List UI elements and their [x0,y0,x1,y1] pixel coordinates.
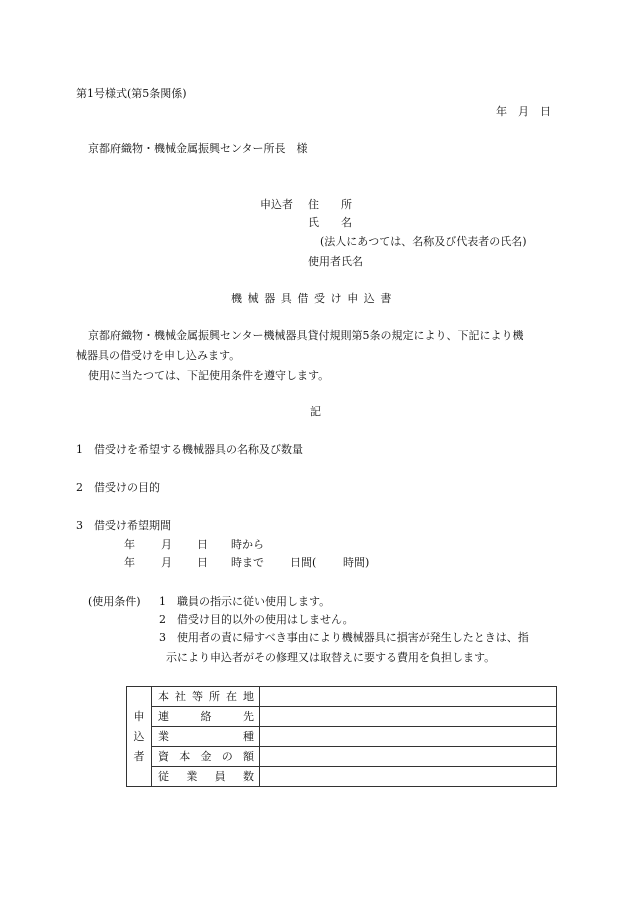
address-label: 住 所 [308,198,352,211]
document-title: 機械器具借受け申込書 [231,292,397,305]
industry-value-cell[interactable] [260,727,557,747]
item-2: 2 借受けの目的 [76,481,160,494]
capital-value-cell[interactable] [260,747,557,767]
contact-value-cell[interactable] [260,707,557,727]
table-row [127,687,557,707]
body-line-3: 使用に当たつては、下記使用条件を遵守します。 [88,369,330,382]
employees-value-cell[interactable] [260,767,557,787]
applicant-side-label: 申 込 者 [127,687,152,787]
address-value-cell[interactable] [260,687,557,707]
condition-3-cont: 示により申込者がその修理又は取替えに要する費用を負担します。 [166,651,496,664]
name-note: (法人にあつては、名称及び代表者の氏名) [320,235,527,248]
date-line: 年 月 日 [496,105,551,118]
condition-3: 3 使用者の責に帰すべき事由により機械器具に損害が発生したときは、指 [159,631,529,644]
body-line-2: 械器具の借受けを申し込みます。 [76,349,241,362]
row-label-industry: 業 種 [152,727,260,747]
user-name-label: 使用者氏名 [308,255,363,268]
addressee: 京都府織物・機械金属振興センター所長 様 [88,142,308,155]
condition-1: 1 職員の指示に従い使用します。 [159,595,331,608]
item-1: 1 借受けを希望する機械器具の名称及び数量 [76,443,303,456]
conditions-label: (使用条件) [88,595,141,608]
table-row [127,727,557,747]
ki-heading: 記 [310,405,321,418]
form-number: 第1号様式(第5条関係) [76,87,187,100]
name-label: 氏 名 [308,216,352,229]
applicant-info-table [126,686,557,787]
body-line-1: 京都府織物・機械金属振興センター機械器具貸付規則第5条の規定により、下記により機 [88,329,524,342]
row-label-contact: 連 絡 先 [152,707,260,727]
row-label-capital: 資 本 金 の 額 [152,747,260,767]
table-row [127,707,557,727]
row-label-address: 本 社 等 所 在 地 [152,687,260,707]
item-3: 3 借受け希望期間 [76,519,171,532]
table-row [127,747,557,767]
row-label-employees: 従 業 員 数 [152,767,260,787]
table-row [127,767,557,787]
condition-2: 2 借受け目的以外の使用はしません。 [159,613,354,626]
applicant-label: 申込者 [260,198,293,211]
